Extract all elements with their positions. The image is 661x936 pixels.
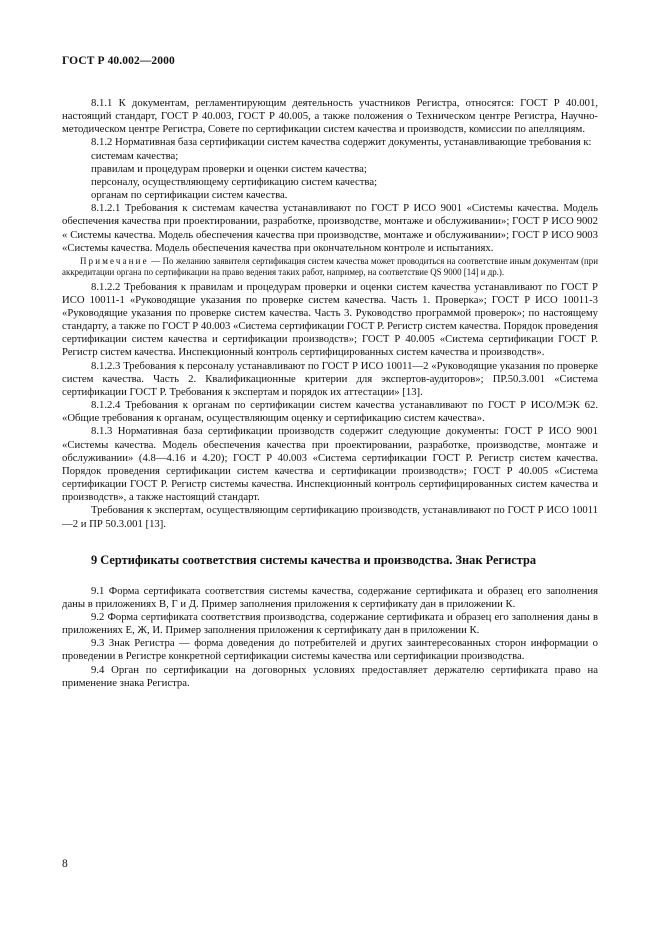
note-text: — По желанию заявителя сертификация систем качества может проводиться на соответствие иным документам (при аккредитации органа по сертификации на право ведения таких работ, например, на соответствие QS 9000 [14] и др.).	[62, 255, 598, 278]
paragraph-9-3: 9.3 Знак Регистра — форма доведения до потребителей и других заинтересованных сторон информации о проведении в Регистре конкретной сертификации системы качества или сертификации производства.	[62, 637, 598, 663]
paragraph-experts: Требования к экспертам, осуществляющим сертификацию производств, устанавливают по ГОСТ Р ИСО 10011—2 и ПР 50.3.001 [13].	[62, 504, 598, 530]
paragraph-8-1-2-2: 8.1.2.2 Требования к правилам и процедурам проверки и оценки систем качества устанавливают по ГОСТ Р ИСО 10011-1 «Руководящие указания по проверке систем качества. Часть 1. Проверка»; ГОСТ Р ИСО 10011-3 «Руководящие указания по проверке систем качества. Часть 3. Руководство программой проверок»; по настоящему стандарту, а также по ГОСТ Р 40.003 «Система сертификации ГОСТ Р. Регистр систем качества. Порядок проведения сертификации систем качества и сертификации производств»; ГОСТ Р 40.005 «Система сертификации ГОСТ Р. Регистр систем качества. Инспекционный контроль сертифицированных систем качества и производств».	[62, 280, 598, 359]
paragraph-8-1-3: 8.1.3 Нормативная база сертификации производств содержит следующие документы: ГОСТ Р ИСО 9001 «Системы качества. Модель обеспечения качества при проектировании, разработке, производстве, монтаже и обслуживании» (4.8—4.16 и 4.20); ГОСТ Р 40.003 «Система сертификации ГОСТ Р. Регистр систем качества. Порядок проведения сертификации систем качества и сертификации производств»; ГОСТ Р 40.005 «Система сертификации ГОСТ Р. Регистр системы качества. Инспекционный контроль сертифицированных систем качества и производств», а также настоящий стандарт.	[62, 425, 598, 504]
section-9-body	[62, 585, 598, 690]
list-item: органам по сертификации систем качества.	[91, 189, 288, 202]
section-9-heading: 9 Сертификаты соответствия системы качества и производства. Знак Регистра	[91, 552, 537, 567]
paragraph-8-1-1: 8.1.1 К документам, регламентирующим деятельность участников Регистра, относятся: ГОСТ Р 40.001, настоящий стандарт, ГОСТ Р 40.003, ГОСТ Р 40.005, а также положения о Техническом центре Регистра, Научно-методическом центре Регистра, Совете по сертификации систем качества и производств, комиссии по апелляциям.	[62, 97, 598, 136]
paragraph-8-1-2-3: 8.1.2.3 Требования к персоналу устанавливают по ГОСТ Р ИСО 10011—2 «Руководящие указания по проверке систем качества. Часть 2. Квалификационные критерии для экспертов-аудиторов»; ПР.50.3.001 «Система сертификации ГОСТ Р. Требования к экспертам и порядок их аттестации» [13].	[62, 359, 598, 398]
paragraph-8-1-2-4: 8.1.2.4 Требования к органам по сертификации систем качества устанавливают по ГОСТ Р ИСО/МЭК 62. «Общие требования к органам, осуществляющим оценку и сертификацию систем качества».	[62, 399, 598, 425]
page-number: 8	[62, 858, 68, 870]
paragraph-9-1: 9.1 Форма сертификата соответствия системы качества, содержание сертификата и образец его заполнения даны в приложениях В, Г и Д. Пример заполнения приложения к сертификату дан в приложении К.	[62, 584, 598, 610]
note	[62, 256, 598, 279]
paragraph-8-1-2-1: 8.1.2.1 Требования к системам качества устанавливают по ГОСТ Р ИСО 9001 «Системы качества. Модель обеспечения качества при проектировании, разработке, производстве, монтаже и обслуживании»; ГОСТ Р ИСО 9002 « Системы качества. Модель обеспечения качества при производстве, монтаже и обслуживании»; ГОСТ Р ИСО 9003 «Системы качества. Модель обеспечения качества при окончательном контроле и испытаниях.	[62, 202, 598, 254]
list-item: системам качества;	[91, 149, 179, 162]
paragraph-9-4: 9.4 Орган по сертификации на договорных условиях предоставляет держателю сертификата право на применение знака Регистра.	[62, 663, 598, 689]
document-header: ГОСТ Р 40.002—2000	[62, 55, 175, 67]
note-label: Примечание	[80, 255, 149, 266]
list-item: персоналу, осуществляющему сертификацию систем качества;	[91, 175, 378, 188]
paragraph-9-2: 9.2 Форма сертификата соответствия производства, содержание сертификата и образец его заполнения даны в приложениях Е, Ж, И. Пример заполнения приложения к сертификату дан в приложении К.	[62, 610, 598, 637]
list-item: правилам и процедурам проверки и оценки систем качества;	[91, 162, 367, 175]
paragraph-8-1-2: 8.1.2 Нормативная база сертификации систем качества содержит документы, устанавливающие требования к:	[91, 136, 592, 149]
document-body	[62, 97, 598, 690]
